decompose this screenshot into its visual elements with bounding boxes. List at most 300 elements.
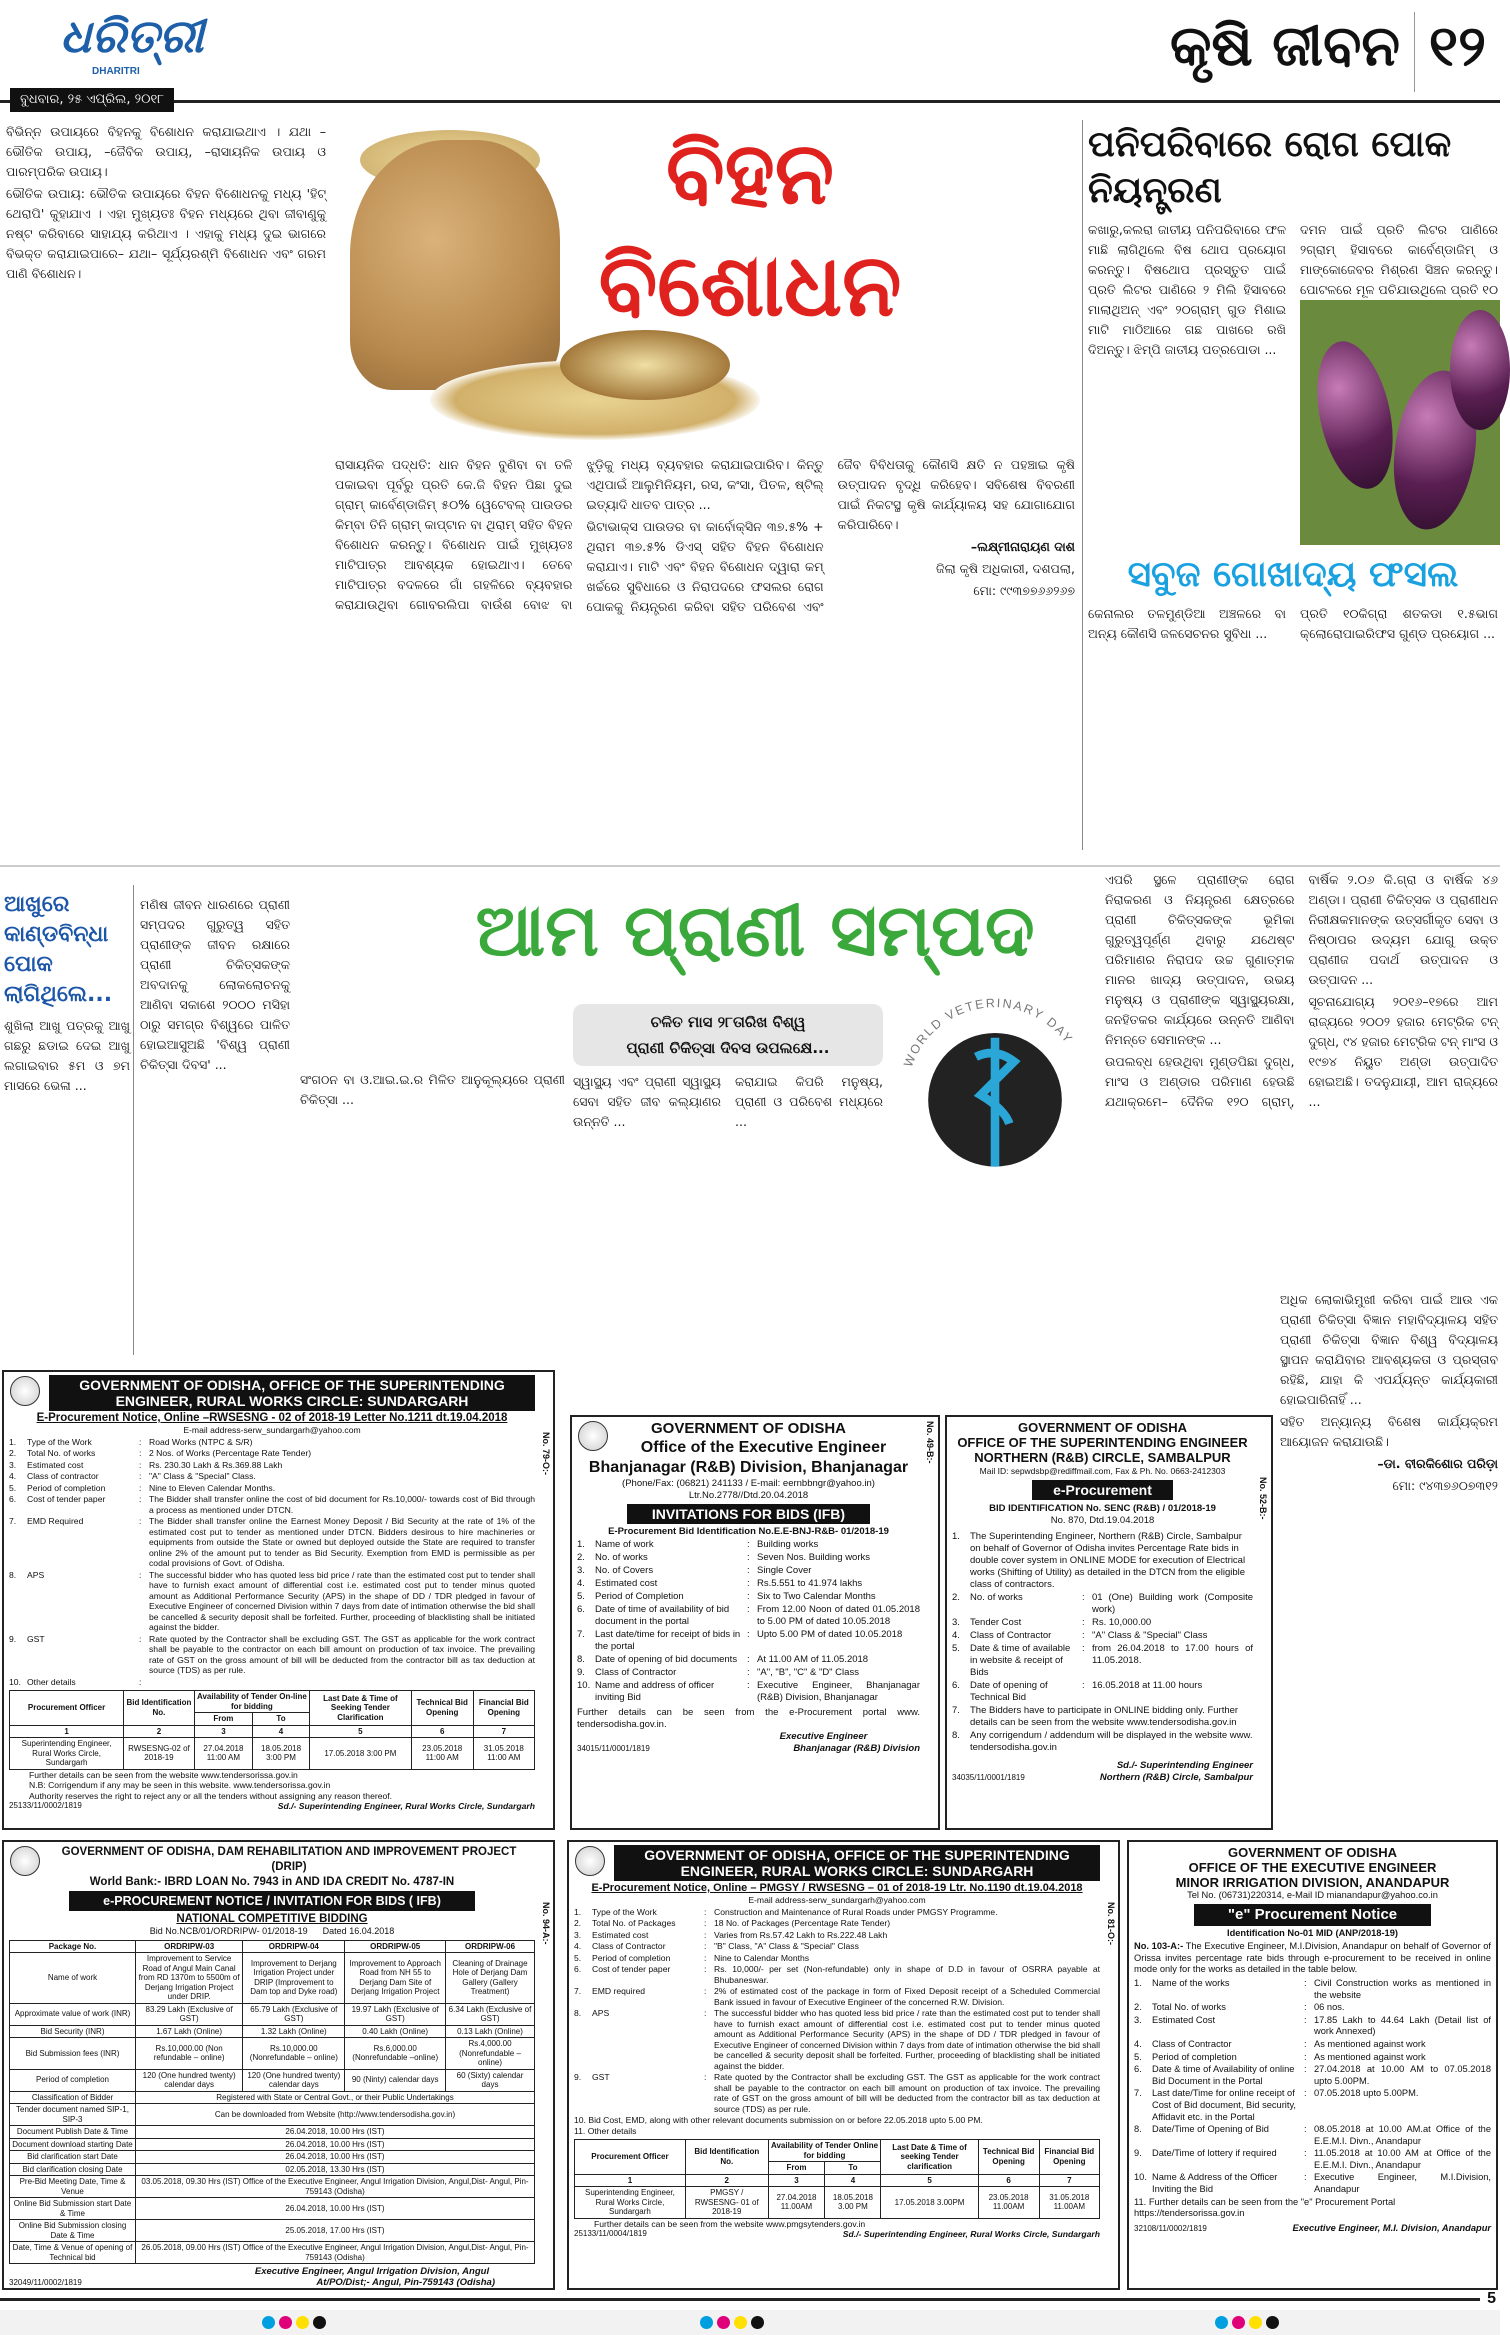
item-value: 17.85 Lakh to 44.64 Lakh (Detail list of work Annexed) — [1314, 2014, 1491, 2037]
paragraph: କଖାରୁ,କଲରା ଜାତୀୟ ପନିପରିବାରେ ଫଳ ମାଛି ଲାଗିଥିଲେ ବିଷ ଥୋପ ପ୍ରୟୋଗ କରନ୍ତୁ। ବିଷଥୋପ ପ୍ରସ୍ତୁତ ପାଇଁ ପ୍ରତି ଲିଟର ପାଣିରେ ୨ ମିଲି ହିସାବରେ ମାଲାଥିଅନ୍ ଏବଂ ୨୦ଗ୍ରାମ୍ ଗୁଡ ମିଶାଇ ମାଟି ମାଠିଆରେ ଗଛ ପାଖରେ ରଖି ଦିଅନ୍ତୁ। ଝିମ୍ପି ଜାତୀୟ ପତ୍ରପୋଡା ... — [1088, 222, 1286, 357]
notice-item: 11. Further details can be seen from the "e" Procurement Portal https://tendersorissa.gov.in — [1134, 2196, 1396, 2219]
item-number: 3. — [574, 1929, 582, 1940]
notice-number: No. 52-B:- — [1258, 1477, 1268, 1520]
notice-banner: e-PROCUREMENT NOTICE / INVITATION FOR BIDS ( IFB) — [69, 1891, 475, 1911]
paragraph: ପ୍ରତି ୧୦କିଗ୍ରା ଶତକଡା ୧.୫ଭାଗ କ୍ଲୋରୋପାଇରିଫସ ଗୁଣ୍ଡ ପ୍ରୟୋଗ ... — [1300, 606, 1498, 641]
veg-headline: ପନିପରିବାରେ ରୋଗ ପୋକ ନିୟନ୍ତ୍ରଣ — [1088, 124, 1452, 211]
item-number: 2. — [574, 1918, 582, 1928]
registration-dot-magenta — [717, 2316, 730, 2329]
item-value: Rate quoted by the Contractor shall be excluding GST. The GST as applicable for the work contract shall be payable to the contractor on each bill amount on production of tax invoice. The prevailing rate of GST on the gross amount of bill will be deducted from the contractor bill as tax deduction at source (TDS) as per rule. — [149, 1633, 535, 1675]
notice-item — [574, 1907, 1100, 1918]
eggplant-image — [1300, 300, 1500, 545]
odisha-emblem-icon — [10, 1846, 40, 1876]
odisha-emblem-icon — [10, 1376, 40, 1406]
item-number: 5. — [9, 1482, 17, 1493]
banner-line: ଚଳିତ ମାସ ୨୮ତାରିଖ ବିଶ୍ୱ — [650, 1013, 806, 1031]
table-cell: 60 (Sixty) calendar days — [446, 2069, 535, 2091]
world-veterinary-day-logo — [890, 990, 1100, 1200]
table-cell: Rs.10,000.00 (Nonrefundable – online) — [243, 2038, 345, 2070]
item-value: 2% of estimated cost of the package in form of Fixed Deposit receipt of a Scheduled Commercial Bank issued in favour of Executive Engineer of the concerned R.W. Division. — [714, 1986, 1100, 2007]
notice-number: No. 81-O:- — [1106, 1902, 1116, 1946]
column-number: 6 — [978, 2174, 1039, 2187]
table-cell: Rs.10,000.00 (Non refundable – online) — [136, 2038, 243, 2070]
fodder-headline: ସବୁଜ ଗୋଖାଦ୍ୟ ଫସଲ — [1127, 554, 1459, 595]
byline-role: ଜିଲା କୃଷି ଅଧିକାରୀ, ଦଶପଲା, — [935, 561, 1075, 576]
item-number: 6. — [577, 1604, 585, 1615]
table-row — [10, 2091, 535, 2104]
fodder-article — [1088, 552, 1498, 852]
row-label: Bid Submission fees (INR) — [10, 2038, 136, 2070]
column-header: Availability of Tender Online for bidding — [768, 2140, 881, 2162]
column-header: To — [825, 2162, 881, 2175]
item-number: 9. — [577, 1667, 585, 1678]
item-value: Varies from Rs.57.42 Lakh to Rs.222.48 Lakh — [714, 1929, 888, 1940]
item-label: Name of the works — [1152, 1977, 1230, 1988]
item-number: 7. — [1134, 2088, 1142, 2099]
item-label: Date/Time of Opening of Bid — [1152, 2124, 1269, 2135]
tender-table — [574, 2139, 1100, 2219]
notice-subtitle: E-Procurement Notice, Online –RWSESNG - 02 of 2018-19 Letter No.1211 dt.19.04.2018 — [36, 1412, 508, 1424]
row-label: Document Publish Date & Time — [10, 2126, 136, 2139]
notice-items — [1134, 1978, 1491, 2196]
item-number: 9. — [1134, 2148, 1142, 2159]
paragraph: ଉପଲବ୍ଧ ହେଉଥିବା ମୁଣ୍ଡପିଛା ଦୁଗ୍ଧ, ମାଂସ ଓ ଅଣ୍ଡାର ପରିମାଣ ହେଉଛି ଯଥାକ୍ରମେ– ଦୈନିକ ୧୨୦ ଗ୍ରାମ୍, ବାର୍ଷିକ ୨.୦୬ କି.ଗ୍ରା ଓ ବାର୍ଷିକ ୪୬ ଅଣ୍ଡା। ପ୍ରାଣୀ ଚିକିତ୍ସକ ଓ ପ୍ରାଣୀଧନ ନିରୀକ୍ଷକମାନଙ୍କ ଉତ୍ସର୍ଗୀକୃତ ସେବା ଓ ନିଷ୍ଠାପର ଉଦ୍ୟମ ଯୋଗୁ ଉକ୍ତ ପ୍ରାଣୀଜ ପଦାର୍ଥ ଉତ୍ପାଦନ ଓ ଉତ୍ପାଦନ ... — [1105, 872, 1498, 1109]
column-header: Availability of Tender On-line for bidding — [194, 1691, 309, 1713]
item-number: 8. — [952, 1730, 960, 1741]
notice-items — [952, 1592, 1253, 1704]
item-label: Name of work — [595, 1539, 654, 1550]
item-colon: : — [704, 1906, 707, 1917]
notice-footer — [9, 1770, 535, 1802]
footer-line: Authority reserves the right to reject any or all the tenders without assigning any reason thereof. — [29, 1790, 393, 1801]
item-label: Tender Cost — [970, 1617, 1022, 1628]
item-colon: : — [139, 1436, 142, 1447]
logo-ring-text: WORLD VETERINARY DAY — [901, 996, 1076, 1069]
item-label: Estimated cost — [592, 1929, 649, 1940]
item-number: 4. — [1134, 2038, 1142, 2049]
table-row — [10, 2220, 535, 2242]
item-number: 3. — [952, 1617, 960, 1628]
item-number: 2. — [1134, 2002, 1142, 2013]
item-value: Building works — [757, 1539, 819, 1550]
item-value: The successful bidder who has quoted less bid price / rate than the estimated cost put to tender shall have to furnish exact amount of differential cost i.e. estimated cost put to tender minus quoted amount as Additional Performance Security (APS) in the shape of DD / TDR pledged in favour of Executive Engineer of concerned Division within 7 days from date of intimation otherwise the bid shall be cancelled & security deposit shall be forfeited. Further, proceeding of blacklisting shall be initiated against the bidder. — [149, 1569, 535, 1632]
notice-item — [574, 2008, 1100, 2071]
item-colon: : — [747, 1680, 750, 1691]
notice-item — [574, 1964, 1100, 1985]
item-colon: : — [704, 1918, 707, 1928]
tender-table — [9, 1690, 535, 1770]
item-number: 10. — [1134, 2172, 1147, 2183]
item-label: Other details — [27, 1676, 76, 1687]
item-label: Date/Time of lottery if required — [1152, 2148, 1277, 2159]
notice-item — [574, 1930, 1100, 1941]
item-value: 27.04.2018 at 10.00 AM to 07.05.2018 upto 5.00PM. — [1314, 2064, 1491, 2086]
item-number: 10. — [577, 1680, 591, 1691]
item-label: Last date/Time for online receipt of Cost of Bid document, Bid security, Affidavit etc. in the Portal — [1152, 2088, 1296, 2122]
table-cell: 19.97 Lakh (Exclusive of GST) — [345, 2003, 446, 2025]
item-value: 06 nos. — [1314, 2002, 1345, 2013]
item-number: 4. — [577, 1578, 585, 1589]
row-label: Document download starting Date — [10, 2138, 136, 2151]
notice-signature: Sd./- Superintending Engineer, Rural Works Circle, Sundargarh — [277, 1801, 535, 1811]
table-cell: 18.05.2018 3.00 PM — [825, 2187, 881, 2219]
paragraph: ଶୁଖିଲା ଆଖୁ ପତ୍ରକୁ ଆଖୁ ଗଛରୁ ଛଡାଇ ଦେଇ ଆଖୁ ଲଗାଇବାର ୫ମ ଓ ୭ମ ମାସରେ ଭେଳା ... — [4, 1018, 130, 1093]
item-colon: : — [139, 1459, 142, 1470]
item-number: 7. — [577, 1629, 585, 1640]
issue-date: ବୁଧବାର, ୨୫ ଏପ୍ରିଲ, ୨୦୧୮ — [10, 88, 174, 112]
item-value: 11.05.2018 at 10.00 AM at Office of the E.E.M.I. Divn., Anandapur — [1314, 2148, 1491, 2170]
notice-footer: Further details can be seen from the e-Procurement portal www. tendersodisha.gov.in. — [577, 1707, 920, 1730]
registration-dot-cyan — [1215, 2316, 1228, 2329]
notice-item — [577, 1578, 920, 1590]
item-colon: : — [1304, 2002, 1307, 2013]
table-cell: 23.05.2018 11:00 AM — [411, 1738, 473, 1770]
item-colon: : — [747, 1604, 750, 1615]
item-label: Period of completion — [27, 1482, 106, 1493]
item-colon: : — [1082, 1680, 1085, 1691]
table-cell: 23.05.2018 11.00AM — [978, 2187, 1039, 2219]
item-number: 1. — [574, 1906, 582, 1917]
item-label: No. of works — [970, 1592, 1023, 1603]
item-label: EMD Required — [27, 1516, 84, 1526]
notice-footer — [574, 2219, 1100, 2230]
drip-table — [9, 1940, 535, 2265]
paragraph: ରାସାୟନିକ ପଦ୍ଧତି: ଧାନ ବିହନ ବୁଣିବା ବା ତଳି ପକାଇବା ପୂର୍ବରୁ ପ୍ରତି କେ.ଜି ବିହନ ପିଛା ଦୁଇ ଗ୍ରାମ୍ କାର୍ବେଣ୍ଡାଜିମ୍ ୫୦% ୱେଟେବଲ୍ ପାଉଡର କିମ୍ବା ତିନି ଗ୍ରାମ୍ କାପ୍ଟାନ ବା ଥିରାମ୍ ସହିତ ବିହନ ବିଶୋଧନ କରନ୍ତୁ। ବିଶୋଧନ ପାଇଁ ମୁଖ୍ୟତଃ ମାଟିପାତ୍ର ଆବଶ୍ୟକ ହୋଇଥାଏ। ତେବେ ମାଟିପାତ୍ର ବଦଳରେ ଗାଁ ଗହଳିରେ ବ୍ୟବହାର କରାଯାଉଥିବା ଗୋବରଲିପା ବାଉଁଶ ବୋଝ ବା ଝୁଡ଼ିକୁ ମଧ୍ୟ ବ୍ୟବହାର କରାଯାଇପାରିବ। କିନ୍ତୁ ଏଥିପାଇଁ ଆଲୁମିନିୟମ, ରସ, କଂସା, ପିତଳ, ଷ୍ଟିଲ୍ ଇତ୍ୟାଦି ଧାତବ ପାତ୍ର ... — [335, 457, 824, 612]
notice-item — [574, 2072, 1100, 2114]
item-number: 1. — [1134, 1977, 1142, 1988]
notice-item — [577, 1565, 920, 1577]
table-cell: 1.32 Lakh (Online) — [243, 2025, 345, 2038]
item-label: EMD required — [592, 1986, 646, 1996]
item-colon: : — [747, 1578, 750, 1589]
sugarcane-headline: ଆଖୁରେ କାଣ୍ଡବିନ୍ଧା ପୋକ ଲାଗିଥିଲେ... — [4, 892, 113, 1007]
notice-item — [577, 1680, 920, 1704]
notice-signature: Northern (R&B) Circle, Sambalpur — [1099, 1772, 1253, 1783]
section-divider — [0, 865, 1500, 867]
table-cell: 27.04.2018 11.00AM — [768, 2187, 825, 2219]
table-row — [10, 1738, 535, 1770]
animal-article-right — [1105, 870, 1498, 1280]
table-cell: Improvement to Service Road of Angul Main Canal from RD 1370m to 5500m of Derjang Irrigation Project under DRIP. — [136, 1953, 243, 2004]
bid-number: Bid No.NCB/01/ORDRIPW- 01/2018-19 — [149, 1926, 308, 1936]
paragraph: ସ୍ୱାସ୍ଥ୍ୟ ଏବଂ ପ୍ରାଣୀ ସ୍ୱାସ୍ଥ୍ୟ ସେବା ସହିତ ଜୀବ କଲ୍ୟାଣର ଉନ୍ନତି ... — [573, 1074, 721, 1129]
table-row — [575, 2187, 1100, 2219]
item-label: Period of completion — [1152, 2051, 1237, 2062]
paragraph: ଦମନ ପାଇଁ ପ୍ରତି ଲିଟର ପାଣିରେ ୨ଗ୍ରାମ୍ ହିସାବରେ କାର୍ବେଣ୍ଡାଜିମ୍ ଓ ମାଙ୍କୋଜେବର ମିଶ୍ରଣ ସିଞ୍ଚନ କରନ୍ତୁ। ପୋଟଳରେ ମୂଳ ପଚିଯାଉଥିଲେ ପ୍ରତି ୧୦ — [1300, 222, 1498, 297]
notice-code: 32108/11/0002/1819 — [1134, 2223, 1207, 2233]
footer-line: Further details can be seen from the website www.tendersorissa.gov.in — [29, 1769, 298, 1780]
bottom-rule — [0, 2298, 1480, 2301]
registration-dot-yellow — [296, 2316, 309, 2329]
notice-item: 10. Bid Cost, EMD, along with other relevant documents submission on or before 22.05.2018 upto 5.00 PM. — [574, 2115, 983, 2125]
paragraph: ସଂଗଠନ ବା ଓ.ଆଇ.ଇ.ର ମିଳିତ ଆନୁକୂଲ୍ୟରେ ପ୍ରାଣୀ ଚିକିତ୍ସା ... — [300, 1072, 565, 1107]
notice-item — [1134, 2172, 1491, 2195]
item-label: Date & time of available in website & receipt of Bids — [970, 1643, 1071, 1678]
notice-code: 32049/11/0002/1819 — [9, 2277, 82, 2287]
headline-line: ବିହନ — [665, 124, 835, 224]
item-colon: : — [139, 1448, 142, 1458]
table-row — [10, 2198, 535, 2220]
column-number: 2 — [685, 2174, 768, 2187]
section-title: କୃଷି ଜୀବନ — [1170, 14, 1400, 79]
item-colon: : — [1304, 2064, 1307, 2075]
item-value: from 26.04.2018 to 17.00 hours of 11.05.2018. — [1092, 1643, 1253, 1666]
column-header: Last Date & Time of seeking Tender clarification — [881, 2140, 978, 2175]
column-number: 6 — [411, 1725, 473, 1738]
page-number-odia: ୧୨ — [1428, 14, 1486, 79]
item-label: GST — [592, 2072, 610, 2082]
table-cell: Improvement to Approach Road from NH 55 to Derjang Dam Site of Derjang Irrigation Project — [345, 1953, 446, 2004]
item-number: 5. — [577, 1591, 585, 1602]
seed-article-intro — [6, 122, 326, 842]
column-number: 7 — [473, 1725, 534, 1738]
item-colon: : — [1082, 1617, 1085, 1628]
table-cell: PMGSY / RWSESNG- 01 of 2018-19 — [685, 2187, 768, 2219]
item-value: Single Cover — [757, 1565, 812, 1576]
notice-title-line: GOVERNMENT OF ODISHA — [1227, 1845, 1397, 1860]
column-header: Technical Bid Opening — [411, 1691, 473, 1726]
table-cell: 25.05.2018, 17.00 Hrs (IST) — [136, 2220, 535, 2242]
item-value: Road Works (NTPC & S/R) — [149, 1436, 253, 1447]
item-value: Construction and Maintenance of Rural Roads under PMGSY Programme. — [714, 1906, 998, 1917]
notice-title-line: OFFICE OF THE EXECUTIVE ENGINEER — [1188, 1860, 1437, 1875]
column-number: 1 — [575, 2174, 686, 2187]
item-number: 5. — [1134, 2051, 1142, 2062]
table-cell: ORDRIPW-04 — [243, 1940, 345, 1953]
registration-dot-black — [1266, 2316, 1279, 2329]
item-label: Date of time of availability of bid document in the portal — [595, 1604, 730, 1627]
column-divider — [133, 885, 134, 1355]
notice-item: 11. Other details — [574, 2125, 637, 2136]
paragraph: ଏପରି ସ୍ଥଳେ ପ୍ରାଣୀଙ୍କ ରୋଗ ନିରାକରଣ ଓ ନିୟନ୍ତ୍ରଣ କ୍ଷେତ୍ରରେ ପ୍ରାଣୀ ଚିକିତ୍ସକଙ୍କ ଭୂମିକା ଗୁରୁତ୍ୱପୂର୍ଣ୍ଣ ଥିବାରୁ ଯଥେଷ୍ଟ ପରିମାଣର ନିରାପଦ ଉଚ୍ଚ ଗୁଣାତ୍ମକ ମାନର ଖାଦ୍ୟ ଉତ୍ପାଦନ, ଉଭୟ ମନୁଷ୍ୟ ଓ ପ୍ରାଣୀଙ୍କ ସ୍ୱାସ୍ଥ୍ୟରକ୍ଷା, ଜନହିତକର କାର୍ଯ୍ୟରେ ଉନ୍ନତି ଆଣିବା ନିମନ୍ତେ ସେମାନଙ୍କ ... — [1105, 872, 1295, 1047]
row-label: Approximate value of work (INR) — [10, 2003, 136, 2025]
notice-item — [577, 1552, 920, 1564]
item-label: Last date/time for receipt of bids in the portal — [595, 1629, 741, 1652]
item-value: "B" Class, "A" Class & "Special" Class — [714, 1941, 859, 1951]
item-number: 3. — [577, 1565, 585, 1576]
fodder-article-body — [1088, 604, 1498, 646]
logo-text: ଧରିତ୍ରୀ — [60, 9, 204, 63]
tender-notice-rw-sundargarh-02 — [2, 1370, 555, 1830]
item-colon: : — [747, 1629, 750, 1640]
notice-item — [1134, 1978, 1491, 2001]
paragraph: ବିଭିନ୍ନ ଉପାୟରେ ବିହନକୁ ବିଶୋଧନ କରାଯାଇଥାଏ । ଯଥା –ଭୌତିକ ଉପାୟ, –ଜୈବିକ ଉପାୟ, –ରାସାୟନିକ ଉପାୟ ଓ ପାରମ୍ପରିକ ଉପାୟ। — [6, 124, 326, 179]
notice-banner: INVITATIONS FOR BIDS (IFB) — [627, 1504, 870, 1524]
table-cell: 26.04.2018, 10.00 Hrs (IST) — [136, 2151, 535, 2164]
headline-line: ବିଶୋଧନ — [598, 236, 902, 336]
column-header: To — [253, 1713, 310, 1726]
column-number: 5 — [310, 1725, 412, 1738]
veg-article — [1088, 122, 1498, 357]
notice-intro: The Executive Engineer, M.I.Division, Anandapur on behalf of Governor of Orissa invites percentage rate bids through e-procurement to be received in online mode only for the works as detailed in the table below. — [1134, 1941, 1491, 1975]
notice-item — [577, 1604, 920, 1628]
table-cell: 65.79 Lakh (Exclusive of GST) — [243, 2003, 345, 2025]
table-cell: Registered with State or Central Govt., or their Public Undertakings — [136, 2091, 535, 2104]
item-label: Date of opening of bid documents — [595, 1654, 738, 1665]
item-value: Civil Construction works as mentioned in the website — [1314, 1977, 1491, 2000]
item-number: 2. — [952, 1592, 960, 1603]
notice-number: No. 79-O:- — [541, 1432, 551, 1476]
registration-dot-magenta — [1232, 2316, 1245, 2329]
banner-line: ପ୍ରାଣୀ ଚିକିତ୍ସା ଦିବସ ଉପଲକ୍ଷେ... — [626, 1039, 830, 1057]
byline: –ଡା. ବୀରକିଶୋର ପରିଡ଼ା — [1377, 1456, 1498, 1471]
notice-items — [577, 1539, 920, 1704]
registration-dot-black — [751, 2316, 764, 2329]
notice-signature: At/PO/Dist;- Angul, Pin-759143 (Odisha) — [316, 2276, 495, 2288]
paragraph: କରାଯାଇ କିପରି ମନୁଷ୍ୟ, ପ୍ରାଣୀ ଓ ପରିବେଶ ମଧ୍ୟରେ ... — [735, 1074, 883, 1129]
notice-code: 25133/11/0004/1819 — [574, 2229, 647, 2238]
row-label: Bid clarification closing Date — [10, 2163, 136, 2176]
byline: –ଲକ୍ଷ୍ମୀନାରାୟଣ ଦାଶ — [970, 539, 1075, 554]
item-label: Estimated Cost — [1152, 2014, 1216, 2025]
notice-contact: Mail ID: sepwdsbp@rediffmail.com, Fax & Ph. No. 0663-2412303 — [979, 1466, 1226, 1476]
table-row — [10, 2038, 535, 2070]
item-value: Upto 5.00 PM of dated 10.05.2018 — [757, 1629, 903, 1640]
notice-item — [577, 1654, 920, 1666]
item-value: Executive Engineer, M.I.Division, Anandapur — [1314, 2172, 1491, 2195]
notice-contact: Tel No. (06731)220314, e-Mail ID mianandapur@yahoo.co.in — [1187, 1890, 1438, 1900]
item-value: Rs. 10,000/- per set (Non-refundable) only in shape of D.D in favour of OSRRA payable at Bhubaneswar. — [714, 1964, 1100, 1985]
table-cell: 27.04.2018 11:00 AM — [194, 1738, 252, 1770]
item-colon: : — [747, 1654, 750, 1665]
item-number: 6. — [9, 1494, 17, 1504]
notice-item — [1134, 2088, 1491, 2123]
item-colon: : — [1082, 1592, 1085, 1603]
notice-email: E-mail address-serw_sundargarh@yahoo.com — [183, 1425, 361, 1435]
item-colon: : — [1304, 2172, 1307, 2183]
item-label: Class of Contractor — [592, 1941, 666, 1951]
notice-item — [952, 1643, 1253, 1679]
notice-email: E-mail address-serw_sundargarh@yahoo.com — [748, 1895, 926, 1905]
item-text: The Bidders have to participate in ONLINE bidding only. Further details can be seen from the website www.tendersodisha.gov.in — [970, 1705, 1239, 1728]
item-value — [149, 1677, 535, 1688]
table-cell: 0.13 Lakh (Online) — [446, 2025, 535, 2038]
registration-dot-magenta — [279, 2316, 292, 2329]
item-label: Class of Contractor — [970, 1630, 1052, 1641]
bid-identification: BID IDENTIFICATION No. SENC (R&B) / 01/2018-19 — [989, 1503, 1216, 1514]
notice-number: No. 49-B:- — [925, 1421, 935, 1464]
seed-sack-image — [350, 140, 560, 390]
notice-item — [577, 1667, 920, 1679]
item-colon: : — [139, 1569, 142, 1580]
table-row — [10, 2104, 535, 2126]
notice-item — [9, 1448, 535, 1459]
notice-header: GOVERNMENT OF ODISHA, OFFICE OF THE SUPERINTENDING ENGINEER, RURAL WORKS CIRCLE: SUNDARGARH — [614, 1845, 1100, 1881]
column-header: From — [768, 2162, 825, 2175]
column-number: 4 — [825, 2174, 881, 2187]
drip-table — [9, 1940, 535, 2265]
column-number: 5 — [881, 2174, 978, 2187]
notice-signature: Executive Engineer, M.I. Division, Anandapur — [1292, 2222, 1491, 2233]
item-value: Six to Two Calendar Months — [757, 1591, 876, 1602]
item-number: 7. — [574, 1986, 582, 1996]
table-cell: 18.05.2018 3:00 PM — [253, 1738, 310, 1770]
row-label: Bid Security (INR) — [10, 2025, 136, 2038]
bid-date: Dated 16.04.2018 — [322, 1926, 395, 1936]
table-row — [10, 2242, 535, 2264]
item-number: 1. — [952, 1531, 960, 1542]
notice-item — [577, 1539, 920, 1551]
notice-title-line: OFFICE OF THE SUPERINTENDING ENGINEER — [957, 1435, 1248, 1450]
item-number: 1. — [577, 1539, 585, 1550]
table-cell: 1.67 Lakh (Online) — [136, 2025, 243, 2038]
notice-item — [9, 1460, 535, 1471]
notice-code: 34015/11/0001/1819 — [577, 1744, 650, 1753]
item-value: Nine to Calendar Months — [714, 1952, 810, 1963]
item-label: Period of Completion — [595, 1591, 684, 1602]
item-colon: : — [139, 1633, 142, 1644]
paragraph: କେନାଲର ତଳମୁଣ୍ଡିଆ ଅଞ୍ଚଳରେ ବା ଅନ୍ୟ କୌଣସି ଜଳସେଚନର ସୁବିଧା ... — [1088, 606, 1286, 641]
item-label: Class of Contractor — [595, 1667, 677, 1678]
notice-items — [574, 1907, 1100, 2115]
row-label: Name of work — [10, 1953, 136, 2004]
notice-title-line: Bhanjanagar (R&B) Division, Bhanjanagar — [588, 1459, 909, 1476]
item-label: Estimated cost — [595, 1578, 658, 1589]
notice-code: 34035/11/0001/1819 — [952, 1773, 1025, 1782]
notice-title-line: GOVERNMENT OF ODISHA — [650, 1420, 846, 1437]
notice-letter-no: No. 870, Dtd.19.04.2018 — [1050, 1515, 1155, 1526]
item-colon: : — [704, 1986, 707, 1996]
table-cell: Cleaning of Drainage Hole of Derjang Dam Gallery (Gallery Treatment) — [446, 1953, 535, 2004]
column-header: From — [194, 1713, 252, 1726]
notice-banner: "e" Procurement Notice — [1194, 1904, 1431, 1926]
item-label: Total No. of works — [1152, 2002, 1226, 2013]
paragraph: ଅଧିକ ଲୋକାଭିମୁଖୀ କରିବା ପାଇଁ ଆଉ ଏକ ପ୍ରାଣୀ ଚିକିତ୍ସା ବିଜ୍ଞାନ ମହାବିଦ୍ୟାଳୟ ସହିତ ପ୍ରାଣୀ ଚିକିତ୍ସା ବିଜ୍ଞାନ ବିଶ୍ୱ ବିଦ୍ୟାଳୟ ସ୍ଥାପନ କରାଯିବାର ଆବଶ୍ୟକତା ଓ ପ୍ରସ୍ତାବ ରହିଛି, ଯାହା କି ଏପର୍ଯ୍ୟନ୍ତ କାର୍ଯ୍ୟକାରୀ ହୋଇପାରିନାହିଁ ... — [1280, 1292, 1498, 1407]
notice-item — [1134, 2015, 1491, 2038]
item-colon: : — [139, 1482, 142, 1493]
notice-item — [1134, 2064, 1491, 2087]
world-veterinary-day-banner — [573, 1004, 883, 1066]
sugarcane-article — [4, 890, 130, 1355]
table-cell: 26.05.2018, 09.00 Hrs (IST) Office of the Executive Engineer, Angul Irrigation Division, Angul,Dist- Angul, Pin-759143 (Odisha) — [136, 2242, 535, 2264]
item-value: Seven Nos. Building works — [757, 1552, 870, 1563]
title-divider — [1414, 12, 1415, 92]
item-value: The successful bidder who has quoted less bid price / rate than the estimated cost put to tender shall have to furnish exact amount of differential cost i.e. estimated cost put to tender minus quoted amount as Additional Performance Security (APS) in the shape of DD / TDR pledged in favour of Executive Engineer of concerned Division within 7 days from date of intimation otherwise the bid shall be cancelled & security deposit shall be forfeited. Further, proceeding of blacklisting shall be initiated against the bidder. — [714, 2008, 1100, 2071]
item-colon: : — [747, 1552, 750, 1563]
notice-item — [574, 1941, 1100, 1952]
item-number: 8. — [574, 2008, 582, 2018]
column-number: 4 — [253, 1725, 310, 1738]
notice-number: No. 94-A:- — [541, 1902, 551, 1945]
item-label: Date & time of Availability of online Bid Document in the Portal — [1152, 2064, 1295, 2086]
notice-item — [9, 1634, 535, 1676]
paragraph: ମଣିଷ ଜୀବନ ଧାରଣରେ ପ୍ରାଣୀ ସମ୍ପଦର ଗୁରୁତ୍ୱ ସହିତ ପ୍ରାଣୀଙ୍କ ଜୀବନ ରକ୍ଷାରେ ପ୍ରାଣୀ ଚିକିତ୍ସକଙ୍କ ଅବଦାନକୁ ଲୋକଲୋଚନକୁ ଆଣିବା ସକାଶେ ୨୦୦୦ ମସିହା ଠାରୁ ସମଗ୍ର ବିଶ୍ୱରେ ପାଳିତ ହୋଇଆସୁଅଛି 'ବିଶ୍ୱ ପ୍ରାଣୀ ଚିକିତ୍ସା ଦିବସ' ... — [140, 897, 290, 1072]
item-number: 4. — [952, 1630, 960, 1641]
row-label: Pre-Bid Meeting Date, Time & Venue — [10, 2176, 136, 2198]
sugarcane-article-body — [4, 1016, 130, 1096]
item-number: 6. — [574, 1964, 582, 1974]
notice-title-line: GOVERNMENT OF ODISHA, DAM REHABILITATION AND IMPROVEMENT PROJECT (DRIP) — [61, 1846, 517, 1873]
item-label: Total No. of Packages — [592, 1918, 676, 1928]
notice-item — [1134, 2148, 1491, 2171]
item-number: 3. — [9, 1459, 17, 1470]
registration-dot-yellow — [734, 2316, 747, 2329]
table-cell: Superintending Engineer, Rural Works Circle, Sundargarh — [10, 1738, 124, 1770]
column-header: Bid Identification No. — [685, 2140, 768, 2175]
notice-letter-no: Ltr.No.2778//Dtd.20.04.2018 — [688, 1490, 809, 1501]
table-cell: RWSESNG-02 of 2018-19 — [124, 1738, 195, 1770]
item-label: APS — [592, 2008, 610, 2018]
table-cell: Superintending Engineer, Rural Works Circle, Sundargarh — [575, 2187, 686, 2219]
item-label: GST — [27, 1633, 45, 1644]
item-label: APS — [27, 1569, 45, 1580]
notice-title-line: GOVERNMENT OF ODISHA — [1017, 1420, 1187, 1435]
item-label: Name & Address of the Officer Inviting the Bid — [1152, 2172, 1278, 2195]
column-divider — [1082, 120, 1083, 850]
item-label: Name and address of officer inviting Bid — [595, 1680, 715, 1703]
notice-item — [952, 1592, 1253, 1616]
row-label: Package No. — [10, 1940, 136, 1953]
